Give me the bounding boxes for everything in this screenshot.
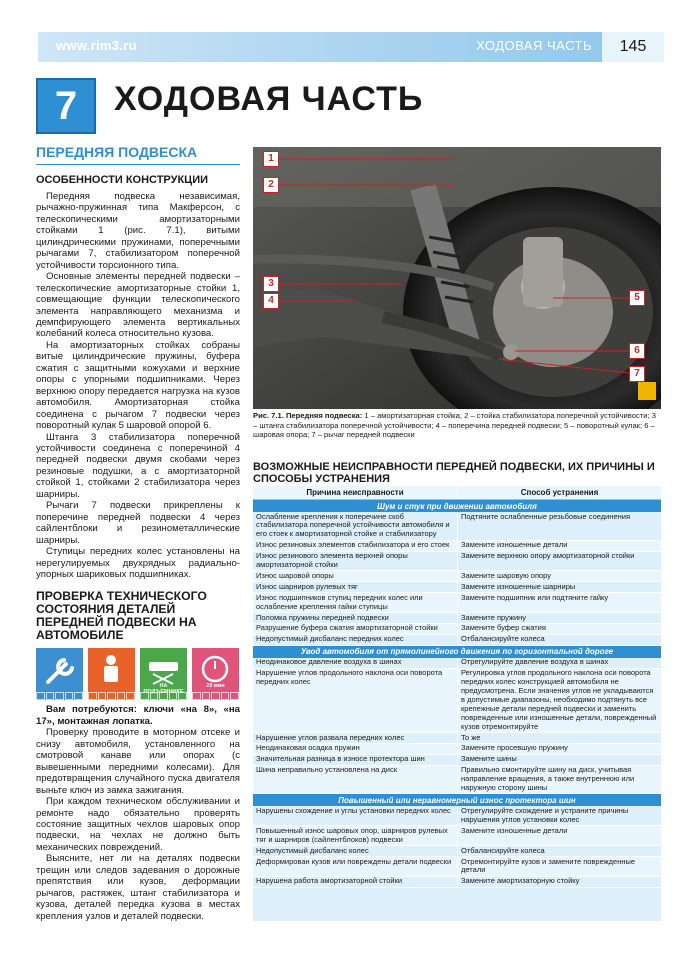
callout-1: 1 bbox=[263, 151, 279, 167]
table-row bbox=[253, 624, 661, 635]
table-row bbox=[253, 635, 661, 646]
mechanic-icon bbox=[88, 648, 135, 700]
cause-cell: Износ шарниров рулевых тяг bbox=[253, 582, 458, 592]
callout-4: 4 bbox=[263, 293, 279, 309]
cause-cell: Нарушена работа амортизаторной стойки bbox=[253, 877, 458, 887]
remedy-cell: Подтяните ослабленные резьбовые соединения bbox=[461, 511, 631, 521]
table-row bbox=[253, 582, 661, 593]
figure-caption-title: Рис. 7.1. Передняя подвеска: bbox=[253, 411, 363, 420]
cause-cell: Неодинаковая осадка пружин bbox=[253, 744, 458, 754]
col-remedy-header: Способ устранения bbox=[520, 488, 599, 497]
cause-cell: Нарушение углов продольного наклона оси поворота передних колес bbox=[253, 669, 458, 732]
body-paragraph: На амортизаторных стойках собраны витые цилиндрические пружины, буфера сжатия с защитными кожухами и верхние опоры с упорными подшипниками. Через верхнюю опору передается нагрузка на кузов автомобиля. Амортизаторная стойка соединена с рычагом 7 подвески через поворотный кулак 5 шаровой опорой 6. bbox=[36, 339, 240, 432]
remedy-cell: Замените верхнюю опору амортизаторной стойки bbox=[461, 551, 635, 561]
callout-7: 7 bbox=[629, 366, 645, 382]
figure-caption-text: 1 – амортизаторная стойка; 2 – стойка стабилизатора поперечной устойчивости; 3 – штанга стабилизатора поперечной устойчивости; 4 – поперечина передней подвески; 5 – поворотный кулак; 6 – шаровая опора; 7 – рычаг передней подвески bbox=[253, 411, 656, 440]
cause-cell: Недопустимый дисбаланс передних колес bbox=[253, 635, 458, 645]
tools-needed: Вам потребуются: ключи «на 8», «на 17», монтажная лопатка. bbox=[36, 704, 240, 727]
remedy-cell: Замените шаровую опору bbox=[461, 570, 552, 580]
body-paragraph: Рычаги 7 подвески прикреплены к поперечине передней подвески 4 через сайлентблоки и резинометаллические шарниры. bbox=[36, 500, 240, 546]
table-group-header: Шум и стук при движении автомобиля bbox=[253, 500, 661, 512]
faults-table bbox=[253, 486, 661, 921]
remedy-cell: Отрегулируйте давление воздуха в шинах bbox=[461, 657, 609, 667]
table-row bbox=[253, 857, 661, 877]
requirement-icons bbox=[36, 648, 240, 700]
cause-cell: Износ резинового элемента верхней опоры амортизаторной стойки bbox=[253, 552, 458, 571]
callout-3: 3 bbox=[263, 276, 279, 292]
cause-cell: Значительная разница в износе протектора шин bbox=[253, 755, 458, 765]
remedy-cell: Отремонтируйте кузов и замените поврежденные детали bbox=[461, 856, 636, 875]
timer-icon bbox=[192, 648, 239, 700]
figure-caption bbox=[253, 411, 661, 440]
table-title: ВОЗМОЖНЫЕ НЕИСПРАВНОСТИ ПЕРЕДНЕЙ ПОДВЕСКИ, ИХ ПРИЧИНЫ И СПОСОБЫ УСТРАНЕНИЯ bbox=[253, 461, 655, 485]
body-paragraph: Основные элементы передней подвески – телескопические амортизаторные стойки 1, совмещающие функции телескопического элемента направляющего механизма и демпфирующего элемента вертикальных колебаний колеса относительно кузова. bbox=[36, 271, 240, 340]
remedy-cell: То же bbox=[461, 732, 481, 742]
cause-cell: Износ шаровой опоры bbox=[253, 571, 458, 581]
section-title: ПЕРЕДНЯЯ ПОДВЕСКА bbox=[36, 144, 240, 165]
table-row bbox=[253, 552, 661, 572]
callout-5: 5 bbox=[629, 290, 645, 306]
table-row bbox=[253, 846, 661, 857]
remedy-cell: Регулировка углов продольного наклона оси поворота передних колес конструкцией автомобиля не предусмотрена. Если значения углов не укладываются в допустимые диапазоны, необходимо подтянуть все крепежные детали передней подвески и заменить поврежденные или изношенные детали, поврежденный кузов отремонтируйте bbox=[461, 668, 657, 731]
table-body bbox=[253, 500, 661, 888]
table-group-header: Увод автомобиля от прямолинейного движения по горизонтальной дороге bbox=[253, 646, 661, 658]
table-row bbox=[253, 541, 661, 552]
check-paragraph: При каждом техническом обслуживании и ремонте надо обязательно проверять состояние защитных чехлов шаровых опор подвески, на чехлах не должно быть механических повреждений. bbox=[36, 796, 240, 853]
table-row bbox=[253, 755, 661, 766]
cause-cell: Нарушение углов развала передних колес bbox=[253, 733, 458, 743]
remedy-cell: Замените изношенные шарниры bbox=[461, 581, 576, 591]
table-row bbox=[253, 806, 661, 826]
table-row bbox=[253, 877, 661, 888]
cause-cell: Недопустимый дисбаланс колес bbox=[253, 846, 458, 856]
cause-cell: Разрушение буфера сжатия амортизаторной стойки bbox=[253, 624, 458, 634]
remedy-cell: Замените изношенные детали bbox=[461, 825, 568, 835]
table-row bbox=[253, 658, 661, 669]
cause-cell: Повышенный износ шаровых опор, шарниров рулевых тяг и шарниров (сайлентблоков) подвески bbox=[253, 826, 458, 845]
page-header bbox=[38, 32, 664, 62]
table-header bbox=[253, 486, 661, 500]
remedy-cell: Замените буфер сжатия bbox=[461, 623, 546, 633]
remedy-cell: Замените пружину bbox=[461, 612, 527, 622]
site-url: www.rim3.ru bbox=[56, 38, 137, 53]
check-paragraph: Выясните, нет ли на деталях подвески трещин или следов задевания о дорожные препятствия или кузов, деформации рычагов, растяжек, штанг стабилизатора и кузова, деталей передка кузова в местах крепления узлов и деталей подвески. bbox=[36, 853, 240, 922]
chapter-number: 7 bbox=[36, 78, 96, 134]
cause-cell: Деформирован кузов или повреждены детали подвески bbox=[253, 857, 458, 876]
remedy-cell: Отбалансируйте колеса bbox=[461, 634, 545, 644]
body-paragraphs bbox=[36, 191, 240, 580]
cause-cell: Поломка пружины передней подвески bbox=[253, 613, 458, 623]
body-paragraph: Ступицы передних колес установлены на нерегулируемых двухрядных радиально-упорных шариковых подшипниках. bbox=[36, 546, 240, 580]
remedy-cell: Отрегулируйте схождение и устраните причины нарушения углов установки колес bbox=[461, 805, 629, 824]
left-column bbox=[36, 144, 240, 922]
cause-cell: Износ резиновых элементов стабилизатора и его стоек bbox=[253, 541, 458, 551]
check-paragraph: Проверку проводите в моторном отсеке и снизу автомобиля, установленного на смотровой канаве или опорах (с вывешенными передними колесами). Для предотвращения случайного пуска двигателя выньте ключ из замка зажигания. bbox=[36, 727, 240, 796]
running-section-title: ХОДОВАЯ ЧАСТЬ bbox=[476, 38, 592, 53]
cause-cell: Шина неправильно установлена на диск bbox=[253, 766, 458, 794]
suspension-illustration bbox=[253, 147, 661, 409]
remedy-cell: Замените просевшую пружину bbox=[461, 743, 568, 753]
cause-cell: Неодинаковое давление воздуха в шинах bbox=[253, 658, 458, 668]
callout-2: 2 bbox=[263, 177, 279, 193]
table-row bbox=[253, 669, 661, 733]
remedy-cell: Замените подшипник или подтяните гайку bbox=[461, 592, 609, 602]
remedy-cell: Замените шины bbox=[461, 754, 517, 764]
cause-cell: Нарушены схождение и углы установки передних колес bbox=[253, 806, 458, 825]
table-row bbox=[253, 744, 661, 755]
body-paragraph: Передняя подвеска независимая, рычажно-пружинная типа Макферсон, с телескопическими амортизаторными стойками 1 (рис. 7.1), витыми цилиндрическими пружинами, поперечными рычагами 7, стабилизатором поперечной устойчивости торсионного типа. bbox=[36, 191, 240, 271]
table-row bbox=[253, 613, 661, 624]
check-section-title: ПРОВЕРКА ТЕХНИЧЕСКОГО СОСТОЯНИЯ ДЕТАЛЕЙ ПЕРЕДНЕЙ ПОДВЕСКИ НА АВТОМОБИЛЕ bbox=[36, 589, 207, 643]
table-row bbox=[253, 512, 661, 541]
table-row bbox=[253, 826, 661, 846]
chapter-title: ХОДОВАЯ ЧАСТЬ bbox=[114, 80, 424, 118]
table-row bbox=[253, 733, 661, 744]
remedy-cell: Отбалансируйте колеса bbox=[461, 845, 545, 855]
icon-label: НА ПОДЪЕМНИКЕ bbox=[143, 683, 184, 696]
cause-cell: Ослабление крепления к поперечине скоб стабилизатора поперечной устойчивости автомобиля и его стоек к амортизаторной стойке и стабилизатору bbox=[253, 512, 458, 540]
table-row bbox=[253, 571, 661, 582]
suspension-photo bbox=[253, 147, 661, 409]
remedy-cell: Замените амортизаторную стойку bbox=[461, 876, 580, 886]
check-paragraphs bbox=[36, 727, 240, 922]
car-lift-icon bbox=[140, 648, 187, 700]
page-number: 145 bbox=[602, 32, 664, 62]
callout-6: 6 bbox=[629, 343, 645, 359]
table-row bbox=[253, 593, 661, 613]
icon-label: 20 мин bbox=[206, 683, 225, 690]
remedy-cell: Правильно смонтируйте шину на диск, учитывая направление вращения, а также внутреннюю или наружную сторону шины bbox=[461, 765, 635, 793]
body-paragraph: Штанга 3 стабилизатора поперечной устойчивости соединена с поперечиной 4 передней подвески двумя скобами через резиновые подушки, а с амортизаторной стойкой 1, стойками 2 стабилизатора через шарниры. bbox=[36, 431, 240, 500]
table-group-header: Повышенный или неравномерный износ протектора шин bbox=[253, 794, 661, 806]
cause-cell: Износ подшипников ступиц передних колес или ослабление крепления гайки ступицы bbox=[253, 593, 458, 612]
remedy-cell: Замените изношенные детали bbox=[461, 540, 568, 550]
table-row bbox=[253, 766, 661, 795]
subsection-title: ОСОБЕННОСТИ КОНСТРУКЦИИ bbox=[36, 174, 209, 186]
wrench-icon bbox=[36, 648, 83, 700]
col-cause-header: Причина неисправности bbox=[253, 486, 458, 499]
